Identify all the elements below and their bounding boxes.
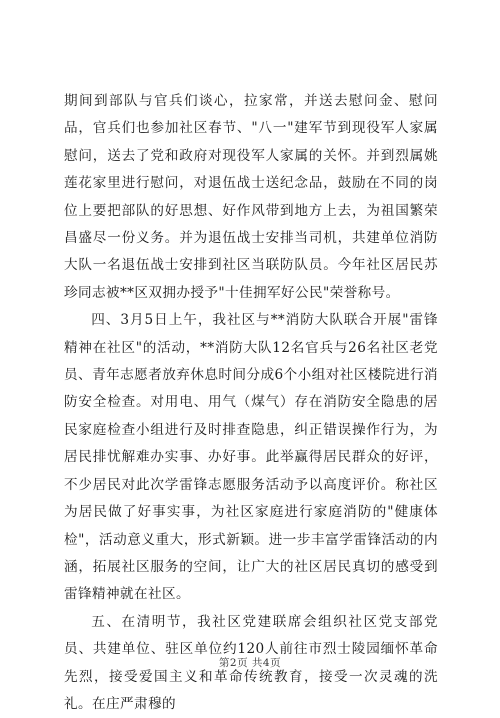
paragraph-five: 五、在清明节，我社区党建联席会组织社区党支部党员、共建单位、驻区单位约120人前往市烈士陵园缅怀革命先烈，接受爱国主义和革命传统教育，接受一次灵魂的洗礼。在庄严肃穆的 xyxy=(64,613,438,712)
paragraph-continuation: 期间到部队与官兵们谈心，拉家常，并送去慰问金、慰问品，官兵们也参加社区春节、"八一"建军节到现役军人家属慰问，送去了党和政府对现役军人家属的关怀。并到烈属姚莲花家里进行慰问，对退伍战士送纪念品，鼓励在不同的岗位上要把部队的好思想、好作风带到地方上去，为祖国繁荣昌盛尽一份义务。并为退伍战士安排当司机，共建单位消防大队一名退伍战士安排到社区当联防队员。今年社区居民苏珍同志被**区双拥办授予"十佳拥军好公民"荣誉称号。 xyxy=(64,93,438,301)
document-body xyxy=(64,88,438,718)
paragraph-four: 四、3月5日上午，我社区与**消防大队联合开展"雷锋精神在社区"的活动，**消防大队12名官兵与26名社区老党员、青年志愿者放弃休息时间分成6个小组对社区楼院进行消防安全检查。对用电、用气（煤气）存在消防安全隐患的居民家庭检查小组进行及时排查隐患，纠正错误操作行为，为居民排忧解难办实事、办好事。此举赢得居民群众的好评，不少居民对此次学雷锋志愿服务活动予以高度评价。称社区为居民做了好事实事，为社区家庭进行家庭消防的"健康体检"，活动意义重大，形式新颖。进一步丰富学雷锋活动的内涵，拓展社区服务的空间，让广大的社区居民真切的感受到雷锋精神就在社区。 xyxy=(64,312,438,603)
page-footer: 第2页 共4页 xyxy=(218,657,282,669)
